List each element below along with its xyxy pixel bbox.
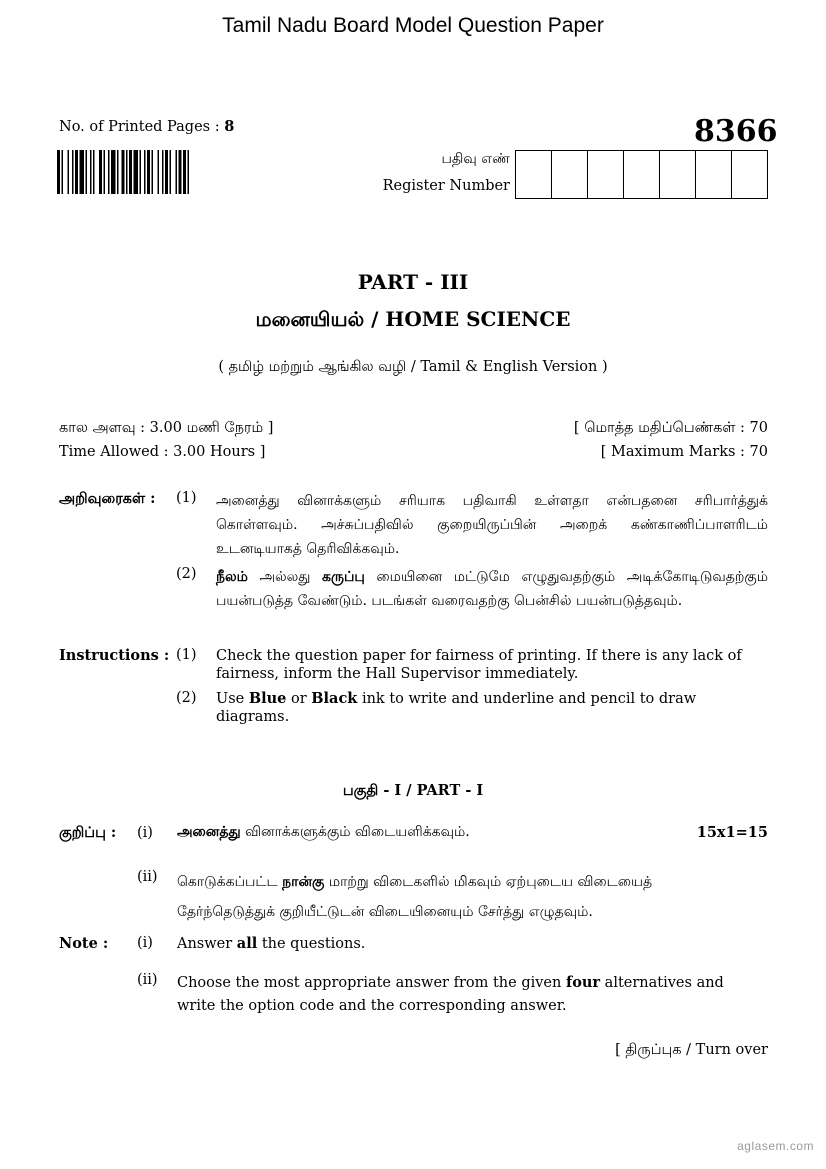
emphasis: all bbox=[236, 935, 258, 952]
section-title: பகுதி - I / PART - I bbox=[342, 782, 484, 799]
barcode-bar bbox=[152, 150, 154, 194]
barcode-bar bbox=[122, 150, 125, 194]
part-title: PART - III bbox=[357, 270, 469, 294]
text-span: மாற்று விடைகளில் மிகவும் ஏற்புடைய விடையைத் தேர்ந்தெடுத்துக் குறியீட்டுடன் விடையினையும் சேர்த்து எழுதவும். bbox=[177, 874, 653, 920]
subject-title-tamil: மனையியல் / bbox=[255, 307, 386, 331]
note-number: (ii) bbox=[137, 972, 158, 988]
version-line: ( தமிழ் மற்றும் ஆங்கில வழி / Tamil & English Version ) bbox=[218, 359, 608, 375]
kurippu-text bbox=[177, 824, 697, 842]
time-allowed-tamil: கால அளவு : 3.00 மணி நேரம் ] bbox=[59, 420, 274, 436]
barcode-bar bbox=[86, 150, 88, 194]
barcode-bar bbox=[158, 150, 160, 194]
subject-title-english: HOME SCIENCE bbox=[385, 307, 571, 331]
barcode-bar bbox=[179, 150, 182, 194]
barcode-bar bbox=[147, 150, 150, 194]
register-digit-box[interactable] bbox=[660, 151, 696, 198]
barcode-bar bbox=[111, 150, 116, 194]
register-digit-box[interactable] bbox=[624, 151, 660, 198]
emphasis: four bbox=[565, 974, 601, 991]
subject-title bbox=[0, 307, 826, 334]
barcode-bar bbox=[93, 150, 95, 194]
text-span: கொடுக்கப்பட்ட bbox=[177, 874, 283, 890]
emphasis-black: கருப்பு bbox=[322, 569, 365, 585]
text-span: Use bbox=[216, 691, 249, 707]
instruction-tamil-number: (2) bbox=[176, 566, 197, 582]
emphasis-black: Black bbox=[311, 690, 358, 707]
barcode-bar bbox=[188, 150, 190, 194]
emphasis: அனைத்து bbox=[177, 824, 241, 840]
barcode-bar bbox=[126, 150, 128, 194]
note-text bbox=[177, 935, 757, 952]
instructions-label: Instructions : bbox=[59, 647, 170, 664]
register-digit-box[interactable] bbox=[588, 151, 624, 198]
maximum-marks: [ Maximum Marks : 70 bbox=[600, 444, 768, 460]
text-span: வினாக்களுக்கும் விடையளிக்கவும். bbox=[240, 824, 470, 840]
barcode-bar bbox=[134, 150, 139, 194]
time-allowed: Time Allowed : 3.00 Hours ] bbox=[59, 444, 266, 460]
instruction-text bbox=[216, 690, 768, 726]
printed-pages-info bbox=[59, 118, 234, 135]
barcode-bar bbox=[57, 150, 60, 194]
text-span: alternatives and write the option code and the corresponding answer. bbox=[177, 975, 724, 1014]
instruction-number: (2) bbox=[176, 690, 197, 706]
barcode-bar bbox=[117, 150, 119, 194]
barcode-bar bbox=[170, 150, 172, 194]
document-header-title: Tamil Nadu Board Model Question Paper bbox=[222, 14, 604, 37]
barcode-image bbox=[57, 150, 237, 194]
barcode-bar bbox=[90, 150, 92, 194]
turn-over-label: [ திருப்புக / Turn over bbox=[615, 1042, 768, 1058]
barcode-bar bbox=[162, 150, 164, 194]
register-digit-box[interactable] bbox=[552, 151, 588, 198]
barcode-bar bbox=[140, 150, 142, 194]
text-span: Answer bbox=[177, 936, 237, 952]
barcode-bar bbox=[68, 150, 70, 194]
note-number: (i) bbox=[137, 935, 153, 951]
barcode-bar bbox=[165, 150, 168, 194]
text-span: Choose the most appropriate answer from the given bbox=[177, 975, 566, 991]
text-span: மையினை மட்டுமே எழுதுவதற்கும் அடிக்கோடிடுவதற்கும் பயன்படுத்த வேண்டும். படங்கள் வரைவதற்கு பென்சில் பயன்படுத்தவும். bbox=[216, 569, 768, 609]
barcode-bar bbox=[104, 150, 106, 194]
text-span: அல்லது bbox=[247, 569, 323, 585]
barcode-bar bbox=[144, 150, 146, 194]
barcode-bar bbox=[72, 150, 74, 194]
register-number-label-tamil: பதிவு எண் bbox=[441, 151, 510, 167]
emphasis-blue: நீலம் bbox=[216, 569, 248, 585]
emphasis-blue: Blue bbox=[248, 690, 287, 707]
register-digit-box[interactable] bbox=[732, 151, 767, 198]
emphasis: நான்கு bbox=[282, 874, 325, 890]
paper-code: 8366 bbox=[694, 114, 778, 149]
kurippu-text bbox=[177, 867, 752, 927]
watermark: aglasem.com bbox=[737, 1139, 814, 1153]
marks-scheme: 15x1=15 bbox=[696, 824, 768, 841]
text-span: the questions. bbox=[257, 936, 366, 952]
printed-pages-value: 8 bbox=[224, 118, 235, 135]
barcode-bar bbox=[62, 150, 64, 194]
barcode-bar bbox=[176, 150, 178, 194]
kurippu-number: (i) bbox=[137, 825, 153, 841]
barcode-bar bbox=[80, 150, 85, 194]
maximum-marks-tamil: [ மொத்த மதிப்பெண்கள் : 70 bbox=[573, 420, 768, 436]
barcode-bar bbox=[183, 150, 186, 194]
instruction-number: (1) bbox=[176, 647, 197, 663]
register-digit-box[interactable] bbox=[696, 151, 732, 198]
kurippu-number: (ii) bbox=[137, 869, 158, 885]
register-number-label: Register Number bbox=[382, 178, 510, 194]
instruction-tamil-text bbox=[216, 565, 768, 613]
note-text bbox=[177, 971, 747, 1018]
kurippu-label: குறிப்பு : bbox=[59, 824, 117, 841]
text-span: ink to write and underline and pencil to draw diagrams. bbox=[216, 691, 697, 725]
note-label: Note : bbox=[59, 935, 109, 952]
instruction-tamil-number: (1) bbox=[176, 490, 197, 506]
text-span: or bbox=[286, 691, 312, 707]
instruction-text: Check the question paper for fairness of printing. If there is any lack of fairness, inform the Hall Supervisor immediately. bbox=[216, 648, 742, 682]
instruction-tamil-text: அனைத்து வினாக்களும் சரியாக பதிவாகி உள்ளதா என்பதனை சரிபார்த்துக் கொள்ளவும். அச்சுப்பதிவில் குறையிருப்பின் அறைக் கண்காணிப்பாளரிடம் உடனடியாகத் தெரிவிக்கவும். bbox=[216, 493, 768, 557]
register-digit-box[interactable] bbox=[516, 151, 552, 198]
register-number-boxes bbox=[515, 150, 768, 199]
barcode-bar bbox=[99, 150, 102, 194]
barcode-bar bbox=[108, 150, 110, 194]
barcode-bar bbox=[129, 150, 132, 194]
barcode-bar bbox=[75, 150, 78, 194]
instructions-tamil-label: அறிவுரைகள் : bbox=[59, 490, 156, 507]
printed-pages-label: No. of Printed Pages : bbox=[59, 119, 225, 135]
